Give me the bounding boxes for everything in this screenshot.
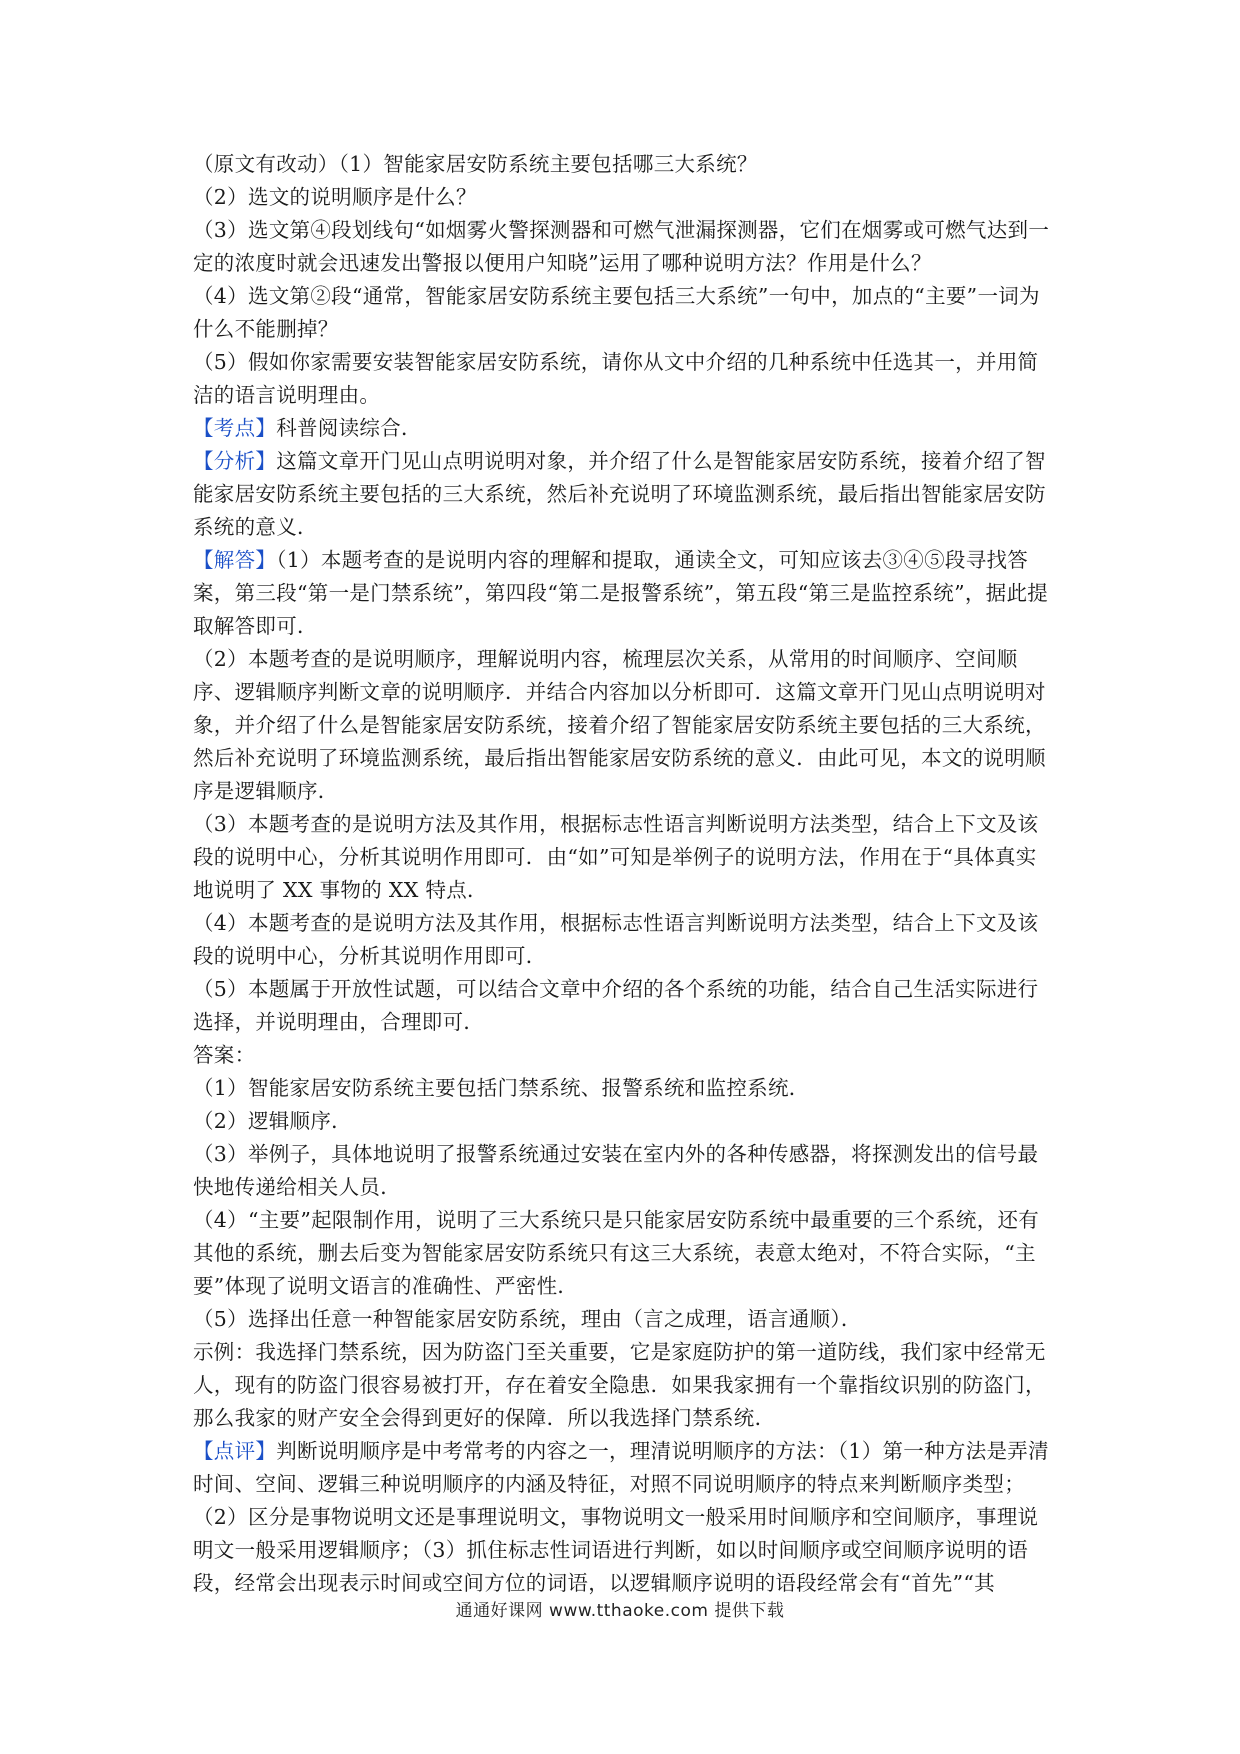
kaodian-text: 科普阅读综合． [276,416,422,440]
jieda-part-2: （2）本题考查的是说明顺序，理解说明内容，梳理层次关系，从常用的时间顺序、空间顺序、逻辑顺序判断文章的说明顺序．并结合内容加以分析即可．这篇文章开门见山点明说明对象，并介绍了什么是智能家居安防系统，接着介绍了智能家居安防系统主要包括的三大系统，然后补充说明了环境监测系统，最后指出智能家居安防系统的意义．由此可见，本文的说明顺序是逻辑顺序． [193,647,1046,803]
document-body [193,148,1057,1600]
answer-4: （4）“主要”起限制作用，说明了三大系统只是只能家居安防系统中最重要的三个系统，还有其他的系统，删去后变为智能家居安防系统只有这三大系统，表意太绝对，不符合实际，“主要”体现了说明文语言的准确性、严密性． [193,1208,1040,1298]
jieda-part-1: （1）本题考查的是说明内容的理解和提取，通读全文，可知应该去③④⑤段寻找答案，第三段“第一是门禁系统”，第四段“第二是报警系统”，第五段“第三是监控系统”，据此提取解答即可． [193,548,1049,638]
answer-1: （1）智能家居安防系统主要包括门禁系统、报警系统和监控系统． [193,1076,810,1100]
kaodian-tag: 【考点】 [193,416,277,440]
question-5: （5）假如你家需要安装智能家居安防系统，请你从文中介绍的几种系统中任选其一，并用简洁的语言说明理由。 [193,350,1039,407]
kaodian-section [193,412,1057,445]
answer-example: 示例：我选择门禁系统，因为防盗门至关重要，它是家庭防护的第一道防线，我们家中经常无人，现有的防盗门很容易被打开，存在着安全隐患．如果我家拥有一个靠指纹识别的防盗门，那么我家的财产安全会得到更好的保障．所以我选择门禁系统． [193,1340,1046,1430]
answer-2: （2）逻辑顺序． [193,1109,352,1133]
question-3: （3）选文第④段划线句“如烟雾火警探测器和可燃气泄漏探测器，它们在烟雾或可燃气达到一定的浓度时就会迅速发出警报以便用户知晓”运用了哪种说明方法？作用是什么？ [193,218,1050,275]
question-1: （原文有改动）（1）智能家居安防系统主要包括哪三大系统？ [193,152,758,176]
jieda-part-3: （3）本题考查的是说明方法及其作用，根据标志性语言判断说明方法类型，结合上下文及该段的说明中心，分析其说明作用即可．由“如”可知是举例子的说明方法，作用在于“具体真实地说明了 XX 事物的 XX 特点． [193,812,1039,902]
fenxi-tag: 【分析】 [193,449,277,473]
answer-heading: 答案： [193,1043,256,1067]
jieda-part-5: （5）本题属于开放性试题，可以结合文章中介绍的各个系统的功能，结合自己生活实际进行选择，并说明理由，合理即可． [193,977,1039,1034]
answer-5: （5）选择出任意一种智能家居安防系统，理由（言之成理，语言通顺）． [193,1307,862,1331]
jieda-section [193,544,1057,643]
fenxi-text: 这篇文章开门见山点明说明对象，并介绍了什么是智能家居安防系统，接着介绍了智能家居安防系统主要包括的三大系统，然后补充说明了环境监测系统，最后指出智能家居安防系统的意义． [193,449,1046,539]
fenxi-section [193,445,1057,544]
question-2: （2）选文的说明顺序是什么？ [193,185,477,209]
dianping-section [193,1435,1057,1600]
page-footer: 通通好课网 www.tthaoke.com 提供下载 [455,1601,785,1621]
jieda-tag: 【解答】 [193,548,277,572]
question-4: （4）选文第②段“通常，智能家居安防系统主要包括三大系统”一句中，加点的“主要”一词为什么不能删掉？ [193,284,1040,341]
answer-3: （3）举例子，具体地说明了报警系统通过安装在室内外的各种传感器，将探测发出的信号最快地传递给相关人员． [193,1142,1039,1199]
dianping-tag: 【点评】 [193,1439,277,1463]
dianping-text: 判断说明顺序是中考常考的内容之一，理清说明顺序的方法：（1）第一种方法是弄清时间、空间、逻辑三种说明顺序的内涵及特征，对照不同说明顺序的特点来判断顺序类型；（2）区分是事物说明文还是事理说明文，事物说明文一般采用时间顺序和空间顺序，事理说明文一般采用逻辑顺序；（3）抓住标志性词语进行判断，如以时间顺序或空间顺序说明的语段，经常会出现表示时间或空间方位的词语，以逻辑顺序说明的语段经常会有“首先”“其 [193,1439,1049,1595]
jieda-part-4: （4）本题考查的是说明方法及其作用，根据标志性语言判断说明方法类型，结合上下文及该段的说明中心，分析其说明作用即可． [193,911,1039,968]
